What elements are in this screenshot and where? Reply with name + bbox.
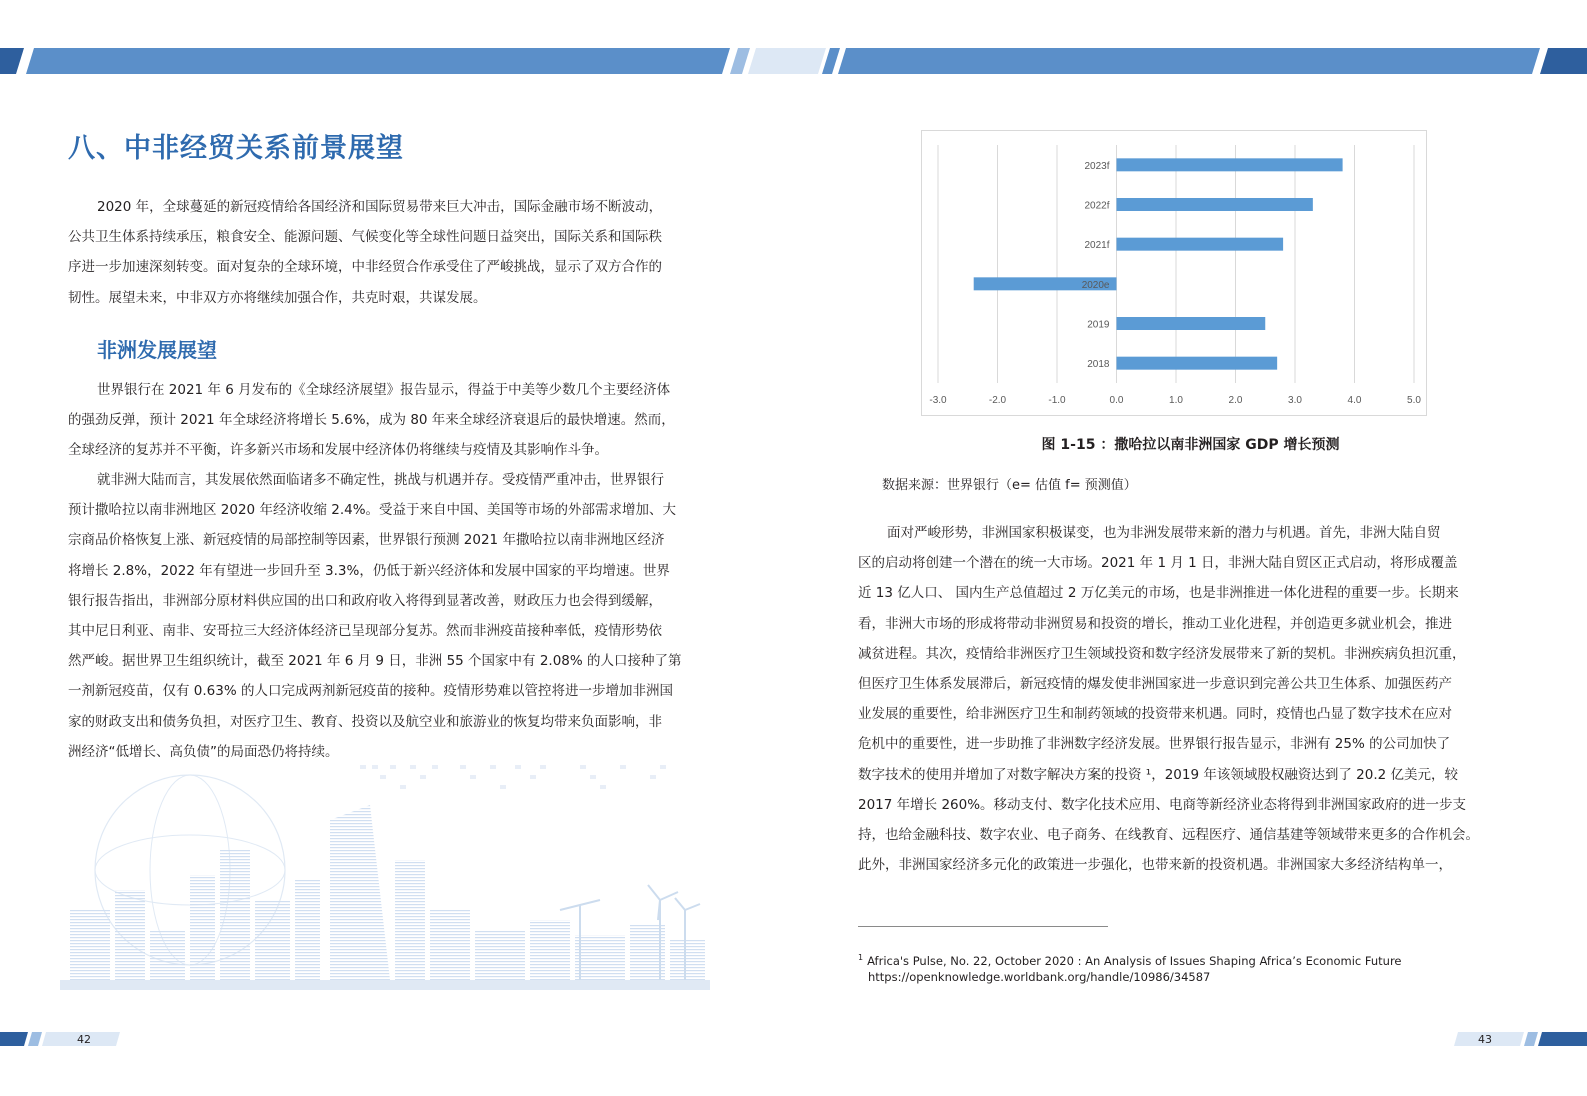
x-tick-label: 5.0: [1407, 395, 1421, 406]
text-line: 其中尼日利亚、南非、安哥拉三大经济体经济已呈现部分复苏。然而非洲疫苗接种率低，疫情形势依: [68, 622, 662, 639]
text-line: 公共卫生体系持续承压，粮食安全、能源问题、气候变化等全球性问题日益突出，国际关系和国际秩: [68, 229, 662, 246]
text-line: 洲经济“低增长、高负债”的局面恐仍将持续。: [68, 743, 339, 760]
x-tick-label: 4.0: [1347, 395, 1362, 406]
footer-band-left: [0, 1032, 120, 1046]
text-line: 2017 年增长 260%。移动支付、数字化技术应用、电商等新经济业态将得到非洲国家政府的进一步支: [858, 796, 1467, 813]
category-label: 2020e: [1081, 279, 1110, 291]
category-label: 2019: [1087, 319, 1110, 331]
opportunity-paragraph: [858, 518, 1502, 880]
category-label: 2021f: [1084, 240, 1110, 252]
bar-2022f: [1117, 198, 1313, 211]
category-label: 2018: [1087, 359, 1110, 371]
text-line: 减贫进程。其次，疫情给非洲医疗卫生领域投资和数字经济发展带来了新的契机。非洲疾病负担沉重，: [858, 645, 1466, 662]
text-line: 序进一步加速深刻转变。面对复杂的全球环境，中非经贸合作承受住了严峻挑战，显示了双方合作的: [68, 259, 662, 276]
africa-outlook-paragraph: [68, 465, 710, 767]
x-tick-label: -2.0: [988, 395, 1007, 406]
text-line: 区的启动将创建一个潜在的统一大市场。2021 年 1 月 1 日，非洲大陆自贸区正式启动，将形成覆盖: [858, 555, 1458, 572]
bar-2018: [1117, 357, 1278, 370]
text-line: 近 13 亿人口、 国内生产总值超过 2 万亿美元的市场，也是非洲推进一体化进程的重要一步。长期来: [858, 585, 1459, 602]
text-line: 家的财政支出和债务负担，对医疗卫生、教育、投资以及航空业和旅游业的恢复均带来负面影响，非: [68, 713, 662, 730]
text-line: 宗商品价格恢复上涨、新冠疫情的局部控制等因素，世界银行预测 2021 年撒哈拉以南非洲地区经济: [68, 532, 665, 549]
gdp-growth-chart: [921, 130, 1427, 416]
text-line: 持，也给金融科技、数字农业、电子商务、在线教育、远程医疗、通信基建等领域带来更多的合作机会。: [858, 826, 1479, 843]
text-line: 业发展的重要性，给非洲医疗卫生和制药领域的投资带来机遇。同时，疫情也凸显了数字技术在应对: [858, 706, 1452, 723]
left-page: [0, 0, 793, 1096]
x-tick-label: 1.0: [1169, 395, 1183, 406]
footnote-text: Africa's Pulse, No. 22, October 2020 : An Analysis of Issues Shaping Africa’s Economic Future: [867, 953, 1402, 968]
intro-paragraph: [68, 192, 710, 313]
bar-2021f: [1117, 238, 1284, 251]
footnote-divider: [858, 926, 1108, 927]
subsection-title: 非洲发展展望: [97, 338, 217, 362]
x-tick-label: 0.0: [1109, 395, 1124, 406]
text-line: 然严峻。据世界卫生组织统计，截至 2021 年 6 月 9 日，非洲 55 个国家中有 2.08% 的人口接种了第: [68, 653, 682, 670]
text-line: 将增长 2.8%，2022 年有望进一步回升至 3.3%，仍低于新兴经济体和发展中国家的平均增速。世界: [68, 562, 670, 579]
chart-caption: 图 1-15 ：撒哈拉以南非洲国家 GDP 增长预测: [1041, 437, 1340, 453]
text-line: 银行报告指出，非洲部分原材料供应国的出口和政府收入将得到显著改善，财政压力也会得到缓解，: [68, 592, 662, 609]
category-label: 2023f: [1084, 160, 1110, 172]
text-line: 看，非洲大市场的形成将带动非洲贸易和投资的增长，推动工业化进程，并创造更多就业机会，推进: [858, 615, 1452, 632]
footnote-marker: 1: [858, 953, 864, 962]
text-line: 2020 年，全球蔓延的新冠疫情给各国经济和国际贸易带来巨大冲击，国际金融市场不断波动，: [97, 199, 663, 215]
text-line: 预计撒哈拉以南非洲地区 2020 年经济收缩 2.4%。受益于来自中国、美国等市场的外部需求增加、大: [68, 502, 677, 519]
section-title: 八、中非经贸关系前景展望: [68, 133, 404, 164]
text-line: 韧性。展望未来，中非双方亦将继续加强合作，共克时艰，共谋发展。: [68, 289, 487, 306]
text-line: 全球经济的复苏并不平衡，许多新兴市场和发展中经济体仍将继续与疫情及其影响作斗争。: [68, 442, 608, 459]
city-skyline-illustration: [60, 760, 710, 990]
text-line: 世界银行在 2021 年 6 月发布的《全球经济展望》报告显示，得益于中美等少数几个主要经济体: [97, 382, 671, 398]
text-line: 但医疗卫生体系发展滞后，新冠疫情的爆发使非洲国家进一步意识到完善公共卫生体系、加强医药产: [858, 675, 1452, 692]
x-tick-label: 2.0: [1228, 395, 1243, 406]
chart-source: 数据来源：世界银行（e= 估值 f= 预测值）: [882, 478, 1137, 493]
text-line: 的强劲反弹，预计 2021 年全球经济将增长 5.6%，成为 80 年来全球经济衰退后的最快增速。然而，: [68, 412, 675, 429]
bar-2019: [1117, 317, 1266, 330]
page-number: 43: [1478, 1033, 1492, 1046]
text-line: 数字技术的使用并增加了对数字解决方案的投资 ¹，2019 年该领域股权融资达到了 20.2 亿美元，较: [858, 766, 1458, 783]
text-line: 面对严峻形势，非洲国家积极谋变，也为非洲发展带来新的潜力与机遇。首先，非洲大陆自贸: [887, 525, 1441, 541]
text-line: 此外，非洲国家经济多元化的政策进一步强化，也带来新的投资机遇。非洲国家大多经济结构单一，: [858, 857, 1452, 874]
page-number: 42: [77, 1033, 91, 1046]
text-line: 一剂新冠疫苗，仅有 0.63% 的人口完成两剂新冠疫苗的接种。疫情形势难以管控将进一步增加非洲国: [68, 683, 673, 700]
footnote: [858, 950, 1402, 985]
bar-2023f: [1117, 158, 1343, 171]
text-line: 就非洲大陆而言，其发展依然面临诸多不确定性，挑战与机遇并存。受疫情严重冲击，世界银行: [97, 472, 664, 488]
world-outlook-paragraph: [68, 375, 710, 466]
text-line: 危机中的重要性，进一步助推了非洲数字经济发展。世界银行报告显示，非洲有 25% 的公司加快了: [858, 736, 1451, 753]
footnote-url[interactable]: https://openknowledge.worldbank.org/handle/10986/34587: [868, 969, 1211, 984]
footer-band-right: [1454, 1032, 1587, 1046]
right-page: [794, 0, 1587, 1096]
category-label: 2022f: [1084, 200, 1110, 212]
x-tick-label: -3.0: [929, 395, 947, 406]
x-tick-label: -1.0: [1048, 395, 1066, 406]
gdp-chart-svg: [922, 131, 1428, 417]
x-tick-label: 3.0: [1288, 395, 1302, 406]
